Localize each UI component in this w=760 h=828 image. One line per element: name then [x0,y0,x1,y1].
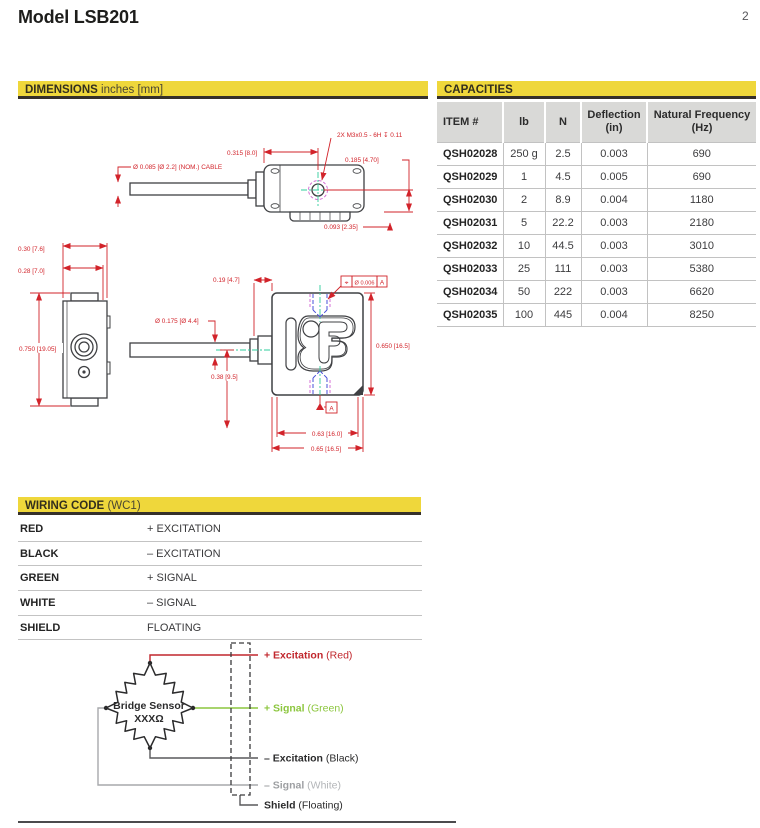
dimensions-section-header [18,81,428,99]
table-row [437,304,756,327]
dim-label-0750: 0.750 [19.05] [19,346,57,353]
col-header-item: ITEM # [437,102,503,143]
capacities-header-row [437,102,756,143]
wiring-code-header-title: WIRING CODE [25,500,105,512]
table-row [437,281,756,304]
wire-label-name: Shield [264,799,296,812]
cable-side-outline [130,336,272,364]
dim-label-thread-callout: 2X M3x0.5 - 6H ↧ 0.11 [337,132,403,139]
wire-label-name: – Signal [264,779,305,792]
col-header-deflection: Deflection (in) [581,102,647,143]
cell-natural-frequency: 8250 [647,304,756,327]
table-row [437,189,756,212]
dim-label-cable-callout: Ø 0.085 [Ø 2.2] (NOM.) CABLE [133,164,223,171]
cell-deflection: 0.004 [581,304,647,327]
dim-label-0650: 0.650 [16.5] [376,343,410,350]
cell-item: QSH02032 [437,235,503,258]
cell-lb: 25 [503,258,545,281]
bridge-sensor-label: Bridge Sensor [113,700,185,712]
wire-label-positive-signal [264,703,344,715]
cell-lb: 5 [503,212,545,235]
dim-label-0185: 0.185 [4.70] [345,157,379,164]
wire-shield [240,795,258,805]
cell-item: QSH02035 [437,304,503,327]
dim-label-028: 0.28 [7.0] [18,268,45,275]
col-header-n: N [545,102,581,143]
gdt-position-symbol: ⌖ [344,279,349,287]
cell-lb: 250 g [503,143,545,166]
table-row [437,166,756,189]
wire-function-label: FLOATING [147,621,202,634]
cell-n: 44.5 [545,235,581,258]
wire-function-label: + SIGNAL [147,572,197,585]
dimensions-header-units: inches [mm] [101,84,164,96]
cell-n: 111 [545,258,581,281]
cell-n: 4.5 [545,166,581,189]
page-title: Model LSB201 [18,7,139,27]
cell-natural-frequency: 3010 [647,235,756,258]
wire-label-suffix: (Green) [304,702,344,715]
wire-negative-signal [98,708,258,785]
cell-deflection: 0.003 [581,212,647,235]
dim-label-019: 0.19 [4.7] [213,277,240,284]
cell-lb: 1 [503,166,545,189]
cell-item: QSH02030 [437,189,503,212]
top-view-outline [130,165,364,221]
wire-label-name: – Excitation [264,752,323,765]
cell-n: 445 [545,304,581,327]
wire-label-suffix: (White) [304,779,342,792]
wire-label-name: + Excitation [264,649,324,662]
dim-label-065: 0.65 [16.5] [310,446,342,453]
table-row [437,212,756,235]
cell-n: 2.5 [545,143,581,166]
dim-label-038: 0.38 [9.5] [211,374,238,381]
cell-lb: 100 [503,304,545,327]
wire-negative-excitation [150,748,258,758]
dim-label-0175: Ø 0.175 [Ø 4.4] [155,318,199,325]
table-row [437,143,756,166]
table-row [437,258,756,281]
wire-function-label: – EXCITATION [147,547,221,560]
cell-n: 22.2 [545,212,581,235]
cell-item: QSH02033 [437,258,503,281]
wiring-code-section-header [18,497,421,515]
wire-label-positive-excitation [264,650,352,662]
side-view-outline [63,293,110,406]
cell-lb: 10 [503,235,545,258]
cell-item: QSH02031 [437,212,503,235]
page-number: 2 [742,9,749,23]
cell-deflection: 0.005 [581,166,647,189]
dimensions-header-title: DIMENSIONS [25,84,98,96]
cell-natural-frequency: 2180 [647,212,756,235]
wire-label-negative-excitation [264,753,359,765]
cell-item: QSH02034 [437,281,503,304]
dim-label-0315: 0.315 [8.0] [227,150,258,157]
bridge-wiring-diagram [18,638,458,826]
wire-function-label: – SIGNAL [147,596,197,609]
cable-shield-boundary [231,643,250,795]
datum-flag-label: A [329,405,334,413]
bridge-resistance-label: XXXΩ [134,713,164,725]
wiring-row [18,517,422,542]
wiring-row [18,566,422,591]
col-header-lb: lb [503,102,545,143]
cell-natural-frequency: 5380 [647,258,756,281]
wire-positive-excitation [150,655,258,663]
table-row [437,235,756,258]
cell-natural-frequency: 1180 [647,189,756,212]
cell-natural-frequency: 690 [647,143,756,166]
capacities-table [437,102,756,327]
wire-label-name: + Signal [264,702,305,715]
wire-label-shield [264,800,343,812]
wiring-code-header-suffix: (WC1) [107,500,141,512]
cell-deflection: 0.004 [581,189,647,212]
wire-label-negative-signal [264,780,341,792]
dimensions-drawing [18,110,430,480]
gdt-datum-ref: A [379,279,385,287]
cell-natural-frequency: 6620 [647,281,756,304]
cell-n: 8.9 [545,189,581,212]
cell-item: QSH02029 [437,166,503,189]
wire-color-label: RED [20,522,44,535]
wire-color-label: WHITE [20,596,56,609]
wire-label-suffix: (Black) [322,752,359,765]
cell-item: QSH02028 [437,143,503,166]
wire-label-suffix: (Red) [323,649,353,662]
wire-label-suffix: (Floating) [295,799,343,812]
wiring-code-table [18,517,422,640]
wiring-row [18,542,422,567]
dim-label-0093: 0.093 [2.35] [324,224,358,231]
wire-function-label: + EXCITATION [147,522,221,535]
wire-color-label: SHIELD [20,621,61,634]
dim-label-063: 0.63 [16.0] [311,431,343,438]
cell-deflection: 0.003 [581,235,647,258]
cell-lb: 50 [503,281,545,304]
capacities-header-title: CAPACITIES [444,84,513,96]
wiring-row [18,616,422,641]
wiring-row [18,591,422,616]
cell-deflection: 0.003 [581,258,647,281]
wire-color-label: GREEN [20,572,60,585]
wire-color-label: BLACK [20,547,59,560]
cell-deflection: 0.003 [581,281,647,304]
cell-n: 222 [545,281,581,304]
cell-natural-frequency: 690 [647,166,756,189]
cell-lb: 2 [503,189,545,212]
dim-label-030: 0.30 [7.6] [18,246,45,253]
gdt-tolerance: Ø 0.006 [354,280,375,287]
capacities-section-header [437,81,756,99]
col-header-natural-frequency: Natural Frequency (Hz) [647,102,756,143]
cell-deflection: 0.003 [581,143,647,166]
front-view-outline [272,293,363,395]
